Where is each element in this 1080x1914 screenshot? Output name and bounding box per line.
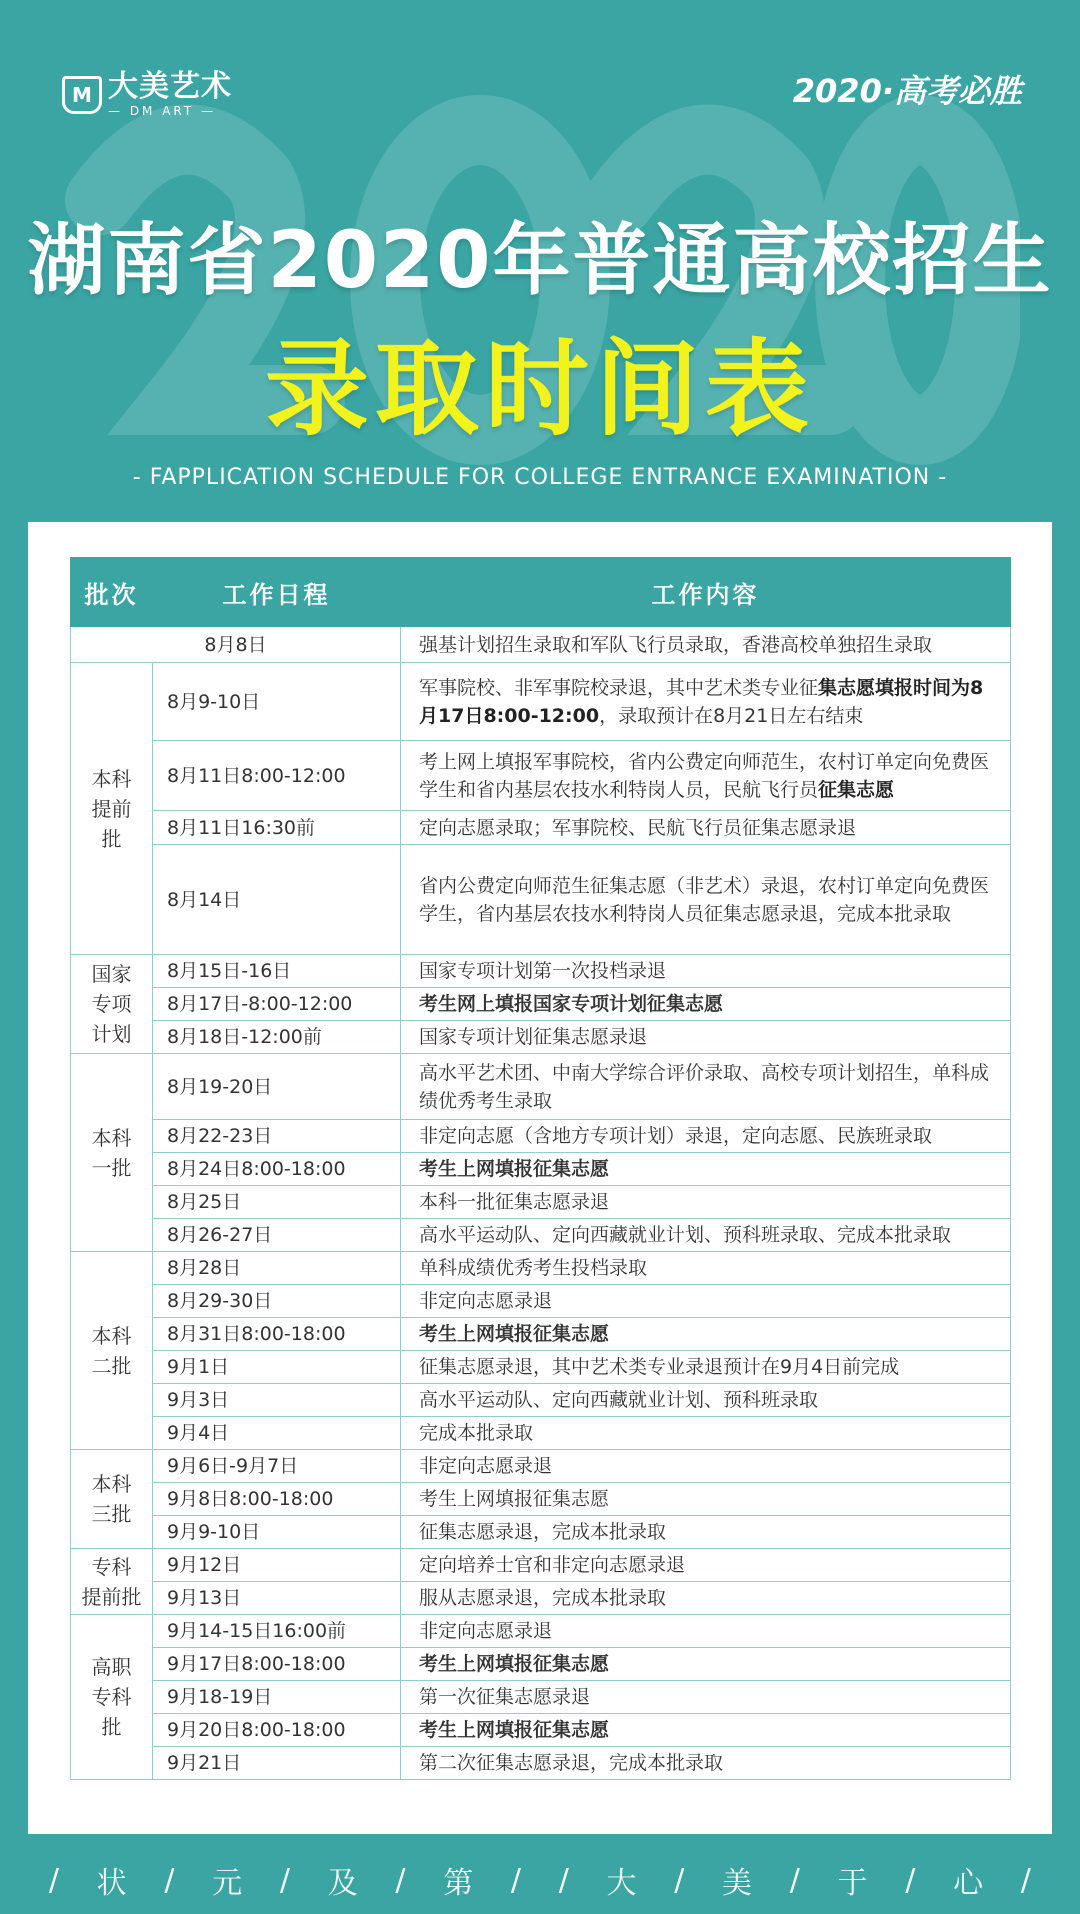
date-cell: 8月11日16:30前	[153, 811, 401, 845]
schedule-table	[70, 557, 1011, 1780]
logo-mark-icon: M	[62, 76, 102, 114]
footer-char: 美	[722, 1866, 753, 1901]
date-cell: 9月1日	[153, 1351, 401, 1384]
content-cell: 军事院校、非军事院校录退，其中艺术类专业征集志愿填报时间为8月17日8:00-12:00，录取预计在8月21日左右结束	[401, 663, 1011, 741]
content-cell: 考生网上填报国家专项计划征集志愿	[401, 988, 1011, 1021]
batch-cell: 国家 专项 计划	[71, 955, 153, 1054]
date-cell: 8月15日-16日	[153, 955, 401, 988]
table-row	[71, 1318, 1011, 1351]
content-cell: 服从志愿录退，完成本批录取	[401, 1582, 1011, 1615]
date-cell: 8月26-27日	[153, 1219, 401, 1252]
table-row	[71, 1615, 1011, 1648]
date-cell: 8月25日	[153, 1186, 401, 1219]
table-header-row	[71, 558, 1011, 627]
date-cell: 9月14-15日16:00前	[153, 1615, 401, 1648]
content-cell: 本科一批征集志愿录退	[401, 1186, 1011, 1219]
content-cell: 国家专项计划征集志愿录退	[401, 1021, 1011, 1054]
content-cell: 定向培养士官和非定向志愿录退	[401, 1549, 1011, 1582]
english-subtitle: - FAPPLICATION SCHEDULE FOR COLLEGE ENTRANCE EXAMINATION -	[132, 465, 948, 490]
table-row	[71, 1054, 1011, 1120]
batch-cell: 高职 专科 批	[71, 1615, 153, 1780]
table-row	[71, 845, 1011, 955]
content-cell: 考生上网填报征集志愿	[401, 1714, 1011, 1747]
logo-name: 大美艺术	[108, 69, 232, 104]
content-cell: 完成本批录取	[401, 1417, 1011, 1450]
date-cell: 8月8日	[71, 627, 401, 663]
table-row	[71, 1417, 1011, 1450]
content-cell: 省内公费定向师范生征集志愿（非艺术）录退，农村订单定向免费医学生，省内基层农技水利特岗人员征集志愿录退，完成本批录取	[401, 845, 1011, 955]
table-row	[71, 627, 1011, 663]
date-cell: 8月28日	[153, 1252, 401, 1285]
date-cell: 9月6日-9月7日	[153, 1450, 401, 1483]
content-cell: 征集志愿录退，其中艺术类专业录退预计在9月4日前完成	[401, 1351, 1011, 1384]
table-row	[71, 1351, 1011, 1384]
table-row	[71, 1384, 1011, 1417]
footer-char: 状	[96, 1866, 127, 1901]
table-row	[71, 1285, 1011, 1318]
header-content: 工作内容	[401, 558, 1011, 627]
page-subtitle: 录取时间表	[264, 328, 815, 450]
date-cell: 8月29-30日	[153, 1285, 401, 1318]
table-row	[71, 1483, 1011, 1516]
content-cell: 非定向志愿录退	[401, 1285, 1011, 1318]
date-cell: 9月18-19日	[153, 1681, 401, 1714]
logo-english: — DM ART —	[108, 104, 217, 118]
date-cell: 8月18日-12:00前	[153, 1021, 401, 1054]
content-cell: 非定向志愿（含地方专项计划）录退，定向志愿、民族班录取	[401, 1120, 1011, 1153]
header-batch: 批次	[71, 558, 153, 627]
table-row	[71, 663, 1011, 741]
table-row	[71, 1582, 1011, 1615]
table-row	[71, 1648, 1011, 1681]
date-cell: 8月31日8:00-18:00	[153, 1318, 401, 1351]
page-title: 湖南省2020年普通高校招生	[27, 216, 1053, 306]
content-cell: 征集志愿录退，完成本批录取	[401, 1516, 1011, 1549]
content-cell: 考生上网填报征集志愿	[401, 1153, 1011, 1186]
content-cell: 强基计划招生录取和军队飞行员录取，香港高校单独招生录取	[401, 627, 1011, 663]
date-cell: 9月3日	[153, 1384, 401, 1417]
batch-cell: 专科 提前批	[71, 1549, 153, 1615]
slogan: 2020·高考必胜	[792, 72, 1022, 110]
content-cell: 考上网上填报军事院校，省内公费定向师范生，农村订单定向免费医学生和省内基层农技水利特岗人员，民航飞行员征集志愿	[401, 741, 1011, 811]
table-row	[71, 1714, 1011, 1747]
content-cell: 非定向志愿录退	[401, 1450, 1011, 1483]
date-cell: 9月20日8:00-18:00	[153, 1714, 401, 1747]
footer-char: 于	[837, 1866, 868, 1901]
table-row	[71, 955, 1011, 988]
date-cell: 8月11日8:00-12:00	[153, 741, 401, 811]
date-cell: 9月9-10日	[153, 1516, 401, 1549]
footer-char: 及	[327, 1866, 358, 1901]
content-cell: 第一次征集志愿录退	[401, 1681, 1011, 1714]
header-schedule: 工作日程	[153, 558, 401, 627]
batch-cell: 本科 一批	[71, 1054, 153, 1252]
schedule-card	[28, 522, 1052, 1834]
content-cell: 考生上网填报征集志愿	[401, 1648, 1011, 1681]
table-row	[71, 1219, 1011, 1252]
table-row	[71, 1516, 1011, 1549]
date-cell: 9月4日	[153, 1417, 401, 1450]
date-cell: 8月9-10日	[153, 663, 401, 741]
batch-cell: 本科 提前 批	[71, 663, 153, 955]
content-cell: 单科成绩优秀考生投档录取	[401, 1252, 1011, 1285]
date-cell: 8月24日8:00-18:00	[153, 1153, 401, 1186]
table-row	[71, 1120, 1011, 1153]
table-row	[71, 988, 1011, 1021]
footer-char: 第	[443, 1866, 474, 1901]
date-cell: 9月17日8:00-18:00	[153, 1648, 401, 1681]
table-row	[71, 1252, 1011, 1285]
table-row	[71, 1021, 1011, 1054]
footer-char: 元	[212, 1866, 243, 1901]
content-cell: 定向志愿录取；军事院校、民航飞行员征集志愿录退	[401, 811, 1011, 845]
batch-cell: 本科 三批	[71, 1450, 153, 1549]
date-cell: 9月12日	[153, 1549, 401, 1582]
date-cell: 8月14日	[153, 845, 401, 955]
date-cell: 8月17日-8:00-12:00	[153, 988, 401, 1021]
brand-logo	[62, 69, 232, 118]
batch-cell: 本科 二批	[71, 1252, 153, 1450]
table-row	[71, 1153, 1011, 1186]
content-cell: 高水平艺术团、中南大学综合评价录取、高校专项计划招生，单科成绩优秀考生录取	[401, 1054, 1011, 1120]
date-cell: 8月22-23日	[153, 1120, 401, 1153]
table-row	[71, 1186, 1011, 1219]
content-cell: 第二次征集志愿录退，完成本批录取	[401, 1747, 1011, 1780]
table-row	[71, 1681, 1011, 1714]
table-row	[71, 1549, 1011, 1582]
content-cell: 国家专项计划第一次投档录退	[401, 955, 1011, 988]
table-row	[71, 741, 1011, 811]
date-cell: 9月13日	[153, 1582, 401, 1615]
footer-char: 大	[606, 1866, 637, 1901]
date-cell: 9月21日	[153, 1747, 401, 1780]
content-cell: 高水平运动队、定向西藏就业计划、预科班录取	[401, 1384, 1011, 1417]
date-cell: 9月8日8:00-18:00	[153, 1483, 401, 1516]
bold-text: 征集志愿	[818, 778, 895, 801]
table-row	[71, 1747, 1011, 1780]
date-cell: 8月19-20日	[153, 1054, 401, 1120]
footer-strip: / 状 / 元 / 及 / 第 / / 大 / 美 / 于 / 心 /	[0, 1852, 1080, 1908]
table-row	[71, 1450, 1011, 1483]
content-cell: 非定向志愿录退	[401, 1615, 1011, 1648]
footer-char: 心	[953, 1866, 984, 1901]
content-cell: 高水平运动队、定向西藏就业计划、预科班录取、完成本批录取	[401, 1219, 1011, 1252]
content-cell: 考生上网填报征集志愿	[401, 1318, 1011, 1351]
bold-text: 集志愿填报时间为8月17日8:00-12:00	[419, 676, 984, 727]
content-cell: 考生上网填报征集志愿	[401, 1483, 1011, 1516]
table-row	[71, 811, 1011, 845]
